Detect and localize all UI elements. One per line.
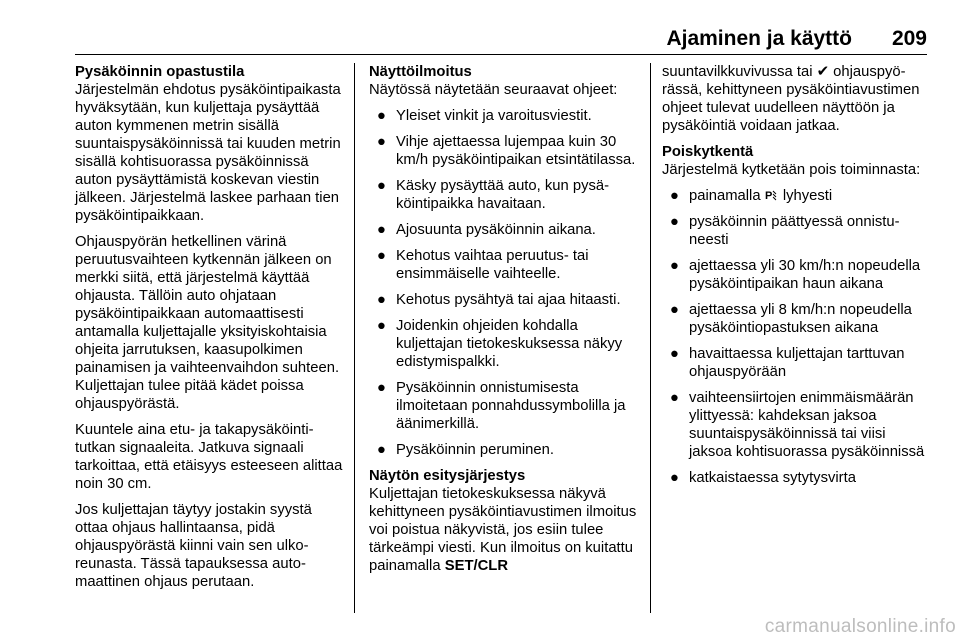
list-item: ● Kehotus pysähtyä tai ajaa hitaasti. — [377, 292, 621, 308]
bullet: ● — [377, 108, 386, 124]
bullet: ● — [670, 390, 679, 406]
heading-display-notification: Näyttöilmoitus — [369, 64, 472, 80]
list-item: ● vaihteensiirtojen enimmäismäärän ylittyessä: kahdeksan jaksoa suuntaispysäköinnissä tai viisi jaksoa kohtisuorassa pysäköinnissä — [670, 390, 925, 460]
heading-display-order: Näytön esitysjärjestys — [369, 468, 526, 484]
list-item: ● pysäköinnin päättyessä onnistuneesti — [670, 214, 900, 248]
paragraph: Jos kuljettajan täytyy jostakin syystä ottaa ohjaus hallintaansa, pidä ohjauspyörästä kiinni vain sen ulkoreunasta. Tässä tapauksessa automaattinen ohjaus perutaan. — [75, 502, 312, 590]
list-item: ● Pysäköinnin peruminen. — [377, 442, 554, 458]
list-item: ● ajettaessa yli 8 km/h:n nopeudella pysäköintiopastuksen aikana — [670, 302, 912, 336]
page-header — [0, 0, 960, 50]
instruction-list — [369, 107, 639, 459]
list-item: ● painamalla P lyhyesti — [670, 188, 833, 204]
list-item: ● katkaistaessa sytytysvirta — [670, 470, 856, 486]
bullet: ● — [377, 380, 386, 396]
bullet: ● — [670, 302, 679, 318]
bullet: ● — [377, 178, 386, 194]
set-clr-label: SET/CLR — [444, 558, 509, 574]
bullet: ● — [670, 188, 679, 204]
column-3 — [662, 63, 928, 495]
bullet: ● — [377, 248, 386, 264]
bullet: ● — [670, 214, 679, 230]
list-item: ● Yleiset vinkit ja varoitusviestit. — [377, 108, 592, 124]
bullet: ● — [670, 258, 679, 274]
deactivation-list — [662, 187, 928, 487]
column-divider-1 — [354, 63, 355, 613]
svg-text:P: P — [764, 190, 773, 202]
list-item: ● Vihje ajettaessa lujempaa kuin 30 km/h pysäköintipaikan etsintätilassa. — [377, 134, 636, 168]
column-2 — [369, 63, 639, 583]
list-item: ● ajettaessa yli 30 km/h:n nopeudella pysäköintipaikan haun aikana — [670, 258, 921, 292]
watermark: carmanualsonline.info — [764, 616, 956, 637]
heading-deactivation: Poiskytkentä — [662, 144, 754, 160]
bullet: ● — [377, 442, 386, 458]
paragraph: suuntavilkkuvivussa tai ✔ ohjauspyörässä, kehittyneen pysäköintiavustimen ohjeet tulevat uudelleen näyttöön ja pysäköintiä voidaan jatkaa. — [662, 64, 920, 134]
list-item: ● Pysäköinnin onnistumisesta ilmoitetaan ponnahdussymbolilla ja äänimerkillä. — [377, 380, 626, 432]
column-divider-2 — [650, 63, 651, 613]
bullet: ● — [377, 292, 386, 308]
chapter-title: Ajaminen ja käyttö — [666, 27, 852, 50]
paragraph: Järjestelmän ehdotus pysäköintipaikasta hyväksytään, kun kuljettaja pysäyttää auton kymmenen metrin sisällä suuntaispysäköinnissä tai kuuden metrin sisällä kohtisuorassa pysäköinnissä auton pysäyttämistä koskevan viestin jälkeen. Järjestelmä laskee parhaan tien pysäköintipaikkaan. — [75, 82, 341, 224]
list-item: ● Kehotus vaihtaa peruutus- tai ensimmäiselle vaihteelle. — [377, 248, 589, 282]
list-item: ● Käsky pysäyttää auto, kun pysäköintipaikka havaitaan. — [377, 178, 610, 212]
heading-parking-guidance: Pysäköinnin opastustila — [75, 64, 245, 80]
paragraph: Näytössä näytetään seuraavat ohjeet: — [369, 82, 618, 98]
column-1 — [75, 63, 343, 599]
bullet: ● — [377, 222, 386, 238]
paragraph: Kuljettajan tietokeskuksessa näkyvä kehittyneen pysäköintiavustimen ilmoitus voi poistua näkyvistä, jos esiin tulee tärkeämpi viesti. Kun ilmoitus on kuitattu painamalla SET/CLR — [369, 486, 637, 574]
list-item: ● Joidenkin ohjeiden kohdalla kuljettajan tietokeskuksessa näkyy edistymispalkki. — [377, 318, 623, 370]
list-item: ● havaittaessa kuljettajan tarttuvan ohjauspyörään — [670, 346, 905, 380]
paragraph: Kuuntele aina etu- ja takapysäköintitutkan signaaleita. Jatkuva signaali tarkoittaa, että etäisyys esteeseen alittaa noin 30 cm. — [75, 422, 343, 492]
bullet: ● — [670, 346, 679, 362]
page-number: 209 — [891, 27, 927, 50]
bullet: ● — [670, 470, 679, 486]
bullet: ● — [377, 318, 386, 334]
header-rule — [75, 54, 927, 55]
parking-assist-icon — [765, 187, 779, 205]
paragraph: Ohjauspyörän hetkellinen värinä peruutusvaihteen kytkennän jälkeen on merkki siitä, että järjestelmä käyttää ohjausta. Tällöin auto ohjataan pysäköintipaikkaan automaattisesti antamalla kuljettajalle yksityiskohtaisia ohjeita jarrutuksen, kaasupolkimen painamisen ja vaihteenvaihdon suhteen. Kuljettajan tulee pitää kädet poissa ohjauspyörästä. — [75, 234, 340, 412]
list-item: ● Ajosuunta pysäköinnin aikana. — [377, 222, 596, 238]
bullet: ● — [377, 134, 386, 150]
paragraph: Järjestelmä kytketään pois toiminnasta: — [662, 162, 921, 178]
